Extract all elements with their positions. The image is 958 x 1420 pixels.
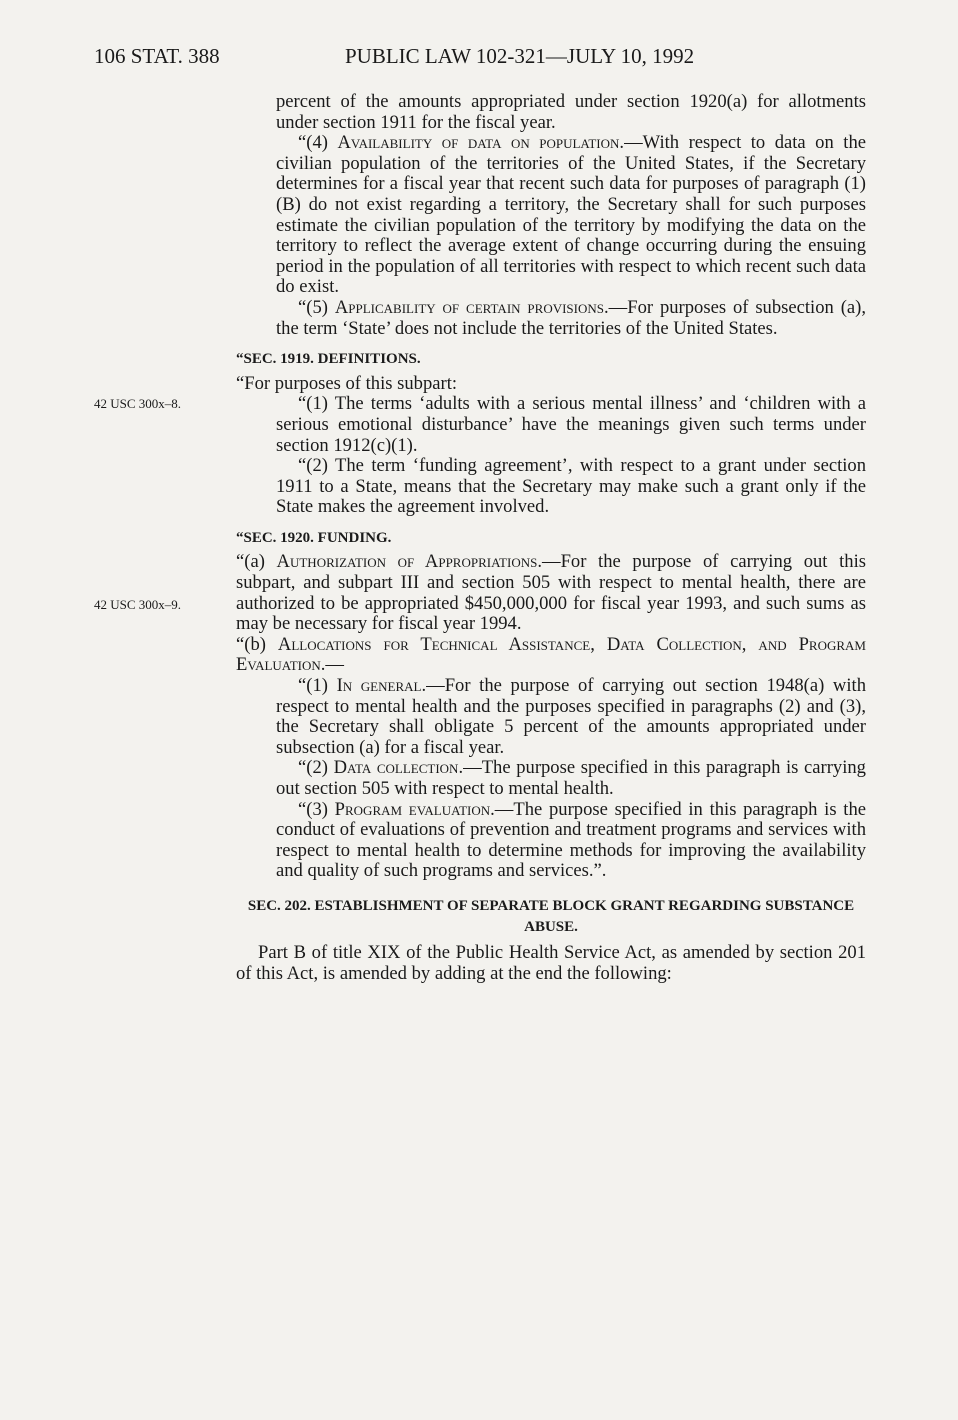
margin-citation-1919: 42 USC 300x–8. bbox=[94, 396, 182, 411]
section-1920-subsection-b: “(b) Allocations for Technical Assistance, Data Collection, and Program Evaluation.— bbox=[236, 633, 866, 676]
section-1919-para-2: “(2) The term ‘funding agreement’, with respect to a grant under section 1911 to a State, means that the Secretary may make such a grant only if the State makes the agreement involved. bbox=[276, 455, 866, 518]
paragraph-continuation: percent of the amounts appropriated under section 1920(a) for allotments under section 1911 for the fiscal year. bbox=[276, 91, 866, 133]
section-1920-b-para-3: “(3) Program evaluation.—The purpose specified in this paragraph is the conduct of evaluations of prevention and treatment programs and services with respect to mental health to determine methods for improving the availability and quality of such programs and services.”. bbox=[276, 798, 866, 882]
section-1919-heading: “SEC. 1919. DEFINITIONS. bbox=[236, 351, 421, 368]
paragraph-5-heading: Applicability of certain provisions bbox=[334, 296, 604, 318]
page-header-stat: 106 STAT. 388 bbox=[94, 44, 220, 68]
document-body bbox=[236, 92, 866, 984]
section-1920-b-para-1: “(1) In general.—For the purpose of carrying out section 1948(a) with respect to mental health and the purposes specified in paragraphs (2) and (3), the Secretary shall obligate 5 percent of the amounts appropriated under subsection (a) for a fiscal year. bbox=[276, 675, 866, 758]
paragraph-5: “(5) Applicability of certain provisions.—For purposes of subsection (a), the term ‘State’ does not include the territories of the United States. bbox=[276, 296, 866, 339]
paragraph-4: “(4) Availability of data on population.—With respect to data on the civilian population of the territories of the United States, if the Secretary determines for a fiscal year that recent such data for purposes of paragraph (1)(B) do not exist regarding a territory, the Secretary shall for such purposes estimate the civilian population of the territory by modifying the data on the territory to reflect the average extent of change occurring during the ensuing period in the population of all territories with respect to which recent such data do exist. bbox=[276, 132, 866, 298]
paragraph-4-heading: Availability of data on population bbox=[337, 132, 620, 154]
section-1919-para-1: “(1) The terms ‘adults with a serious mental illness’ and ‘children with a serious emotional disturbance’ have the meanings given such terms under section 1912(c)(1). bbox=[276, 393, 866, 456]
section-202-heading: SEC. 202. ESTABLISHMENT OF SEPARATE BLOCK GRANT REGARDING SUBSTANCE ABUSE. bbox=[247, 897, 855, 935]
margin-citation-1920: 42 USC 300x–9. bbox=[94, 597, 182, 612]
page-header-law-title: PUBLIC LAW 102-321—JULY 10, 1992 bbox=[345, 44, 695, 68]
section-1920-b-para-2: “(2) Data collection.—The purpose specified in this paragraph is carrying out section 505 with respect to mental health. bbox=[276, 757, 866, 799]
section-202-text: Part B of title XIX of the Public Health Service Act, as amended by section 201 of this Act, is amended by adding at the end the following: bbox=[236, 942, 866, 984]
section-1919-intro: “For purposes of this subpart: bbox=[236, 372, 458, 394]
section-1920-subsection-a: “(a) Authorization of Appropriations.—For the purpose of carrying out this subpart, and subpart III and section 505 with respect to mental health, there are authorized to be appropriated $450,000,000 for fiscal year 1993, and such sums as may be necessary for fiscal year 1994. bbox=[236, 551, 866, 635]
section-1920-heading: “SEC. 1920. FUNDING. bbox=[236, 529, 392, 546]
